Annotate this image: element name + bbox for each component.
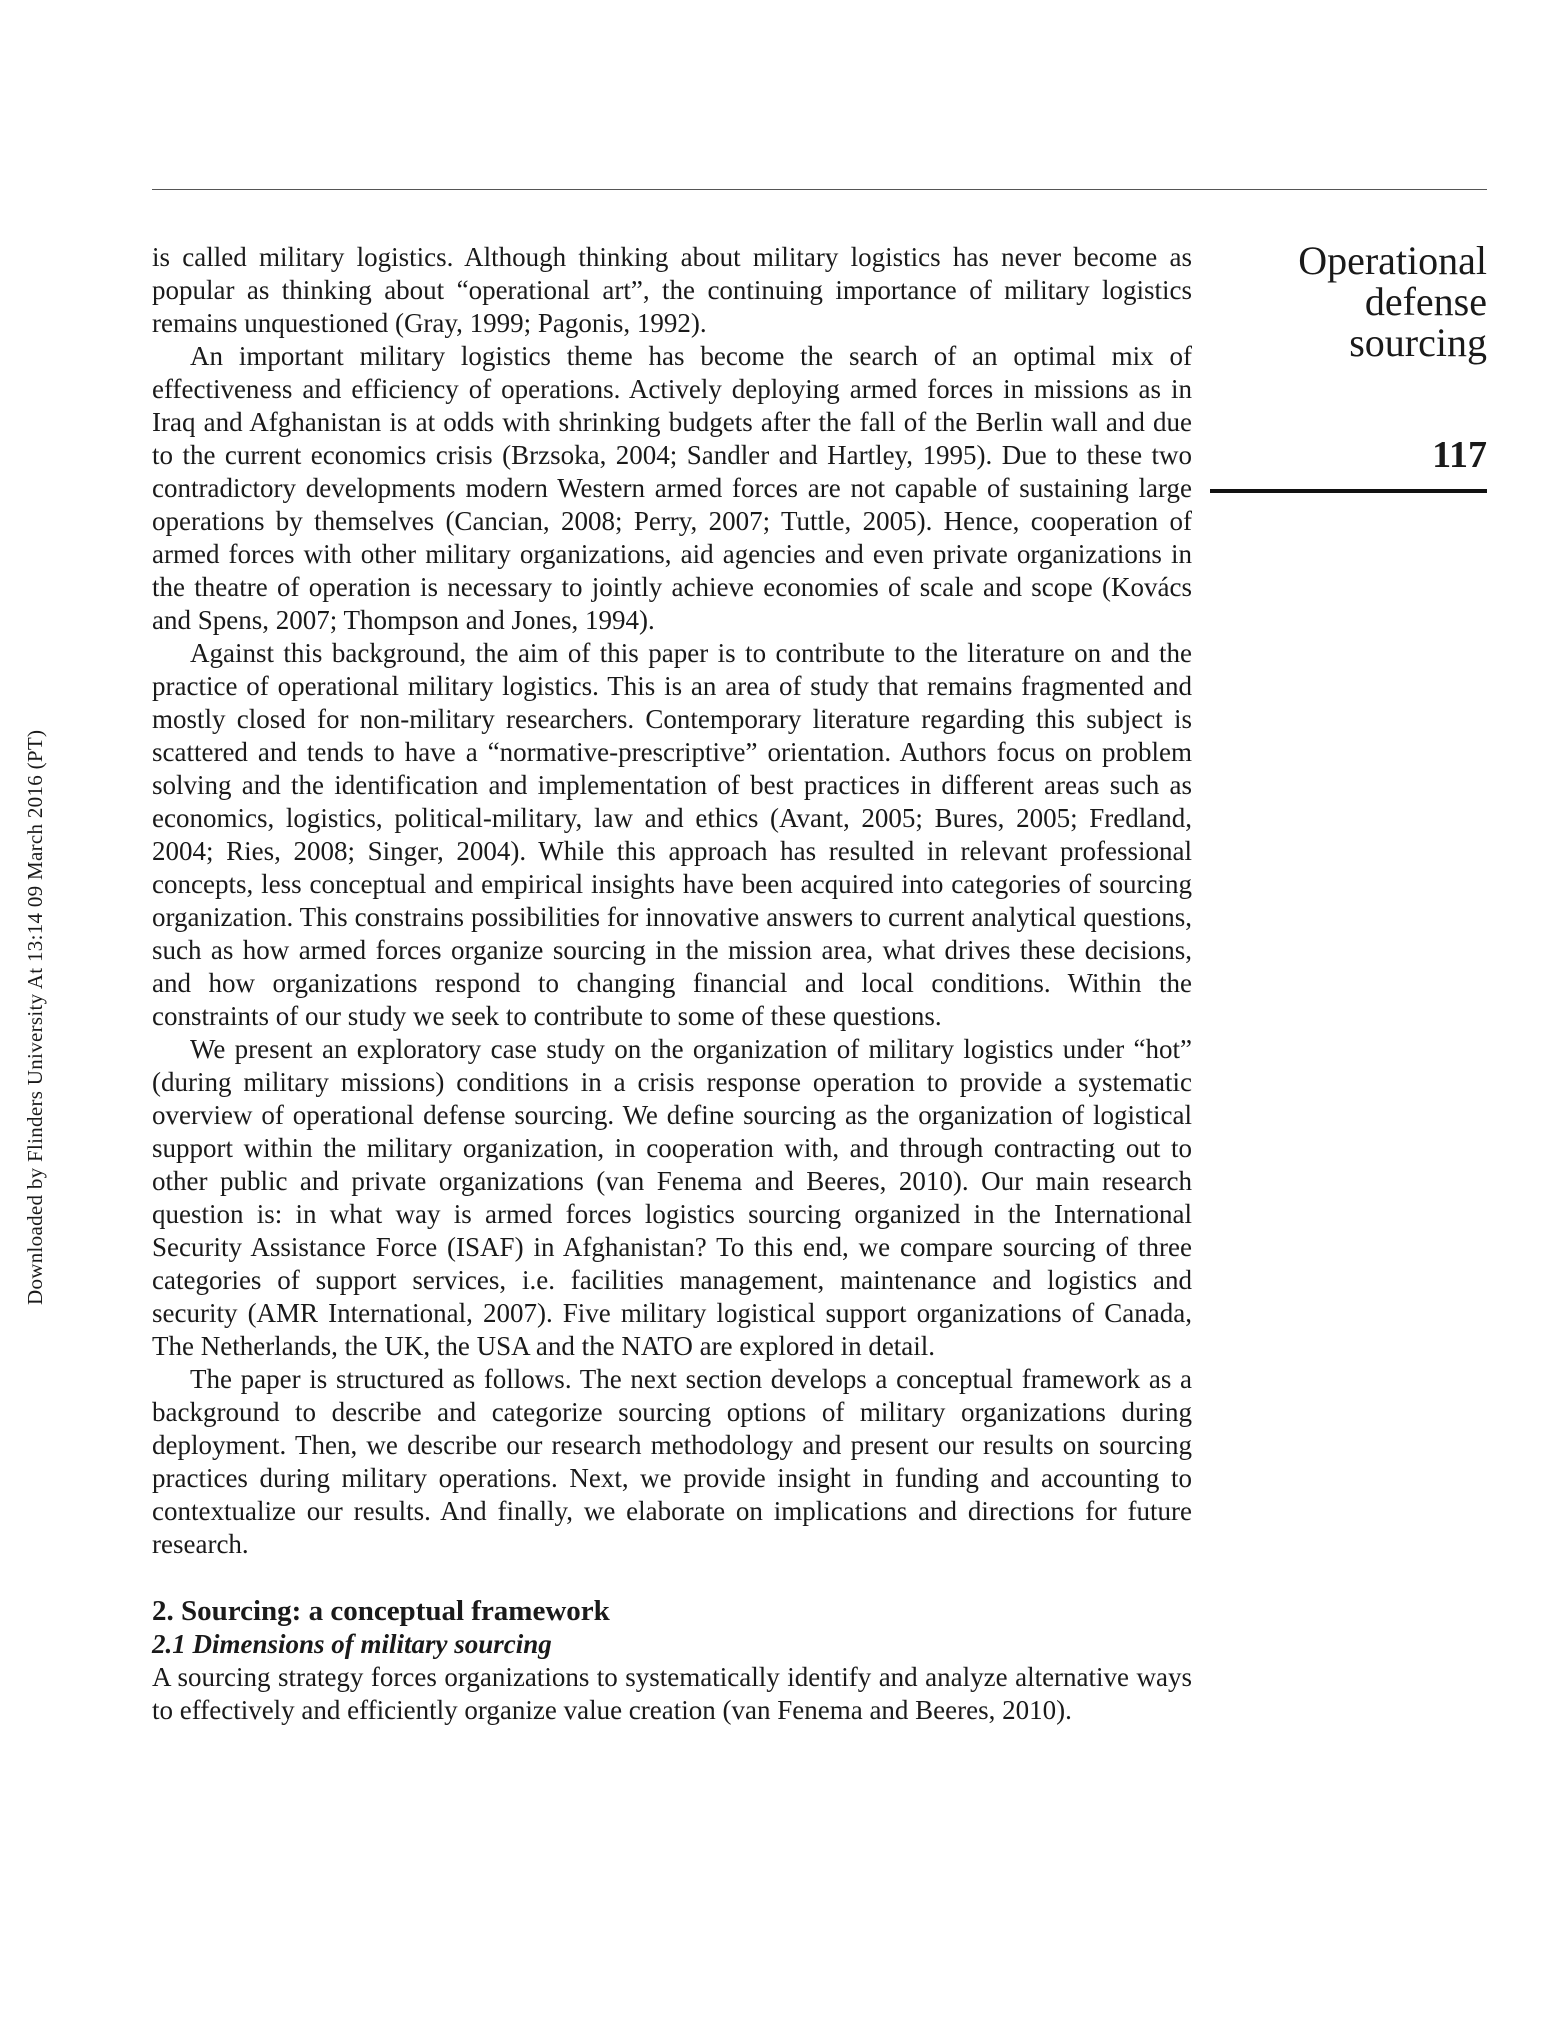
page-number-rule [1210, 489, 1487, 493]
running-head-line-1: Operational [1298, 238, 1487, 283]
running-head-line-3: sourcing [1349, 320, 1487, 365]
body-paragraph-3: Against this background, the aim of this paper is to contribute to the literature on and the practice of operational military logistics. This is an area of study that remains fragmented and mostly closed for non-military researchers. Contemporary literature regarding this subject is scattered and tends to have a “normative-prescriptive” orientation. Authors focus on problem solving and the identification and implementation of best practices in different areas such as economics, logistics, political-military, law and ethics (Avant, 2005; Bures, 2005; Fredland, 2004; Ries, 2008; Singer, 2004). While this approach has resulted in relevant professional concepts, less conceptual and empirical insights have been acquired into categories of sourcing organization. This constrains possibilities for innovative answers to current analytical questions, such as how armed forces organize sourcing in the mission area, what drives these decisions, and how organizations respond to changing financial and local conditions. Within the constraints of our study we seek to contribute to some of these questions. [152, 638, 1192, 1031]
section-paragraph: A sourcing strategy forces organizations to systematically identify and analyze alternative ways to effectively and efficiently organize value creation (van Fenema and Beeres, 2010). [152, 1662, 1192, 1725]
header-rule [152, 189, 1487, 190]
download-watermark: Downloaded by Flinders University At 13:14 09 March 2016 (PT) [23, 729, 47, 1305]
body-paragraph-5: The paper is structured as follows. The next section develops a conceptual framework as a background to describe and categorize sourcing options of military organizations during deployment. Then, we describe our research methodology and present our results on sourcing practices during military operations. Next, we provide insight in funding and accounting to contextualize our results. And finally, we elaborate on implications and directions for future research. [152, 1364, 1192, 1559]
section-heading: 2. Sourcing: a conceptual framework [152, 1595, 610, 1627]
page-number: 117 [1432, 434, 1487, 476]
body-paragraph-4: We present an exploratory case study on the organization of military logistics under “hot” (during military missions) conditions in a crisis response operation to provide a systematic overview of operational defense sourcing. We define sourcing as the organization of logistical support within the military organization, in cooperation with, and through contracting out to other public and private organizations (van Fenema and Beeres, 2010). Our main research question is: in what way is armed forces logistics sourcing organized in the International Security Assistance Force (ISAF) in Afghanistan? To this end, we compare sourcing of three categories of support services, i.e. facilities management, maintenance and logistics and security (AMR International, 2007). Five military logistical support organizations of Canada, The Netherlands, the UK, the USA and the NATO are explored in detail. [152, 1034, 1192, 1361]
body-text-column [152, 241, 1192, 1727]
subsection-heading: 2.1 Dimensions of military sourcing [152, 1629, 552, 1659]
running-head [1227, 240, 1487, 363]
running-head-line-2: defense [1364, 279, 1487, 324]
body-paragraph-2: An important military logistics theme has become the search of an optimal mix of effectiveness and efficiency of operations. Actively deploying armed forces in missions as in Iraq and Afghanistan is at odds with shrinking budgets after the fall of the Berlin wall and due to the current economics crisis (Brzsoka, 2004; Sandler and Hartley, 1995). Due to these two contradictory developments modern Western armed forces are not capable of sustaining large operations by themselves (Cancian, 2008; Perry, 2007; Tuttle, 2005). Hence, cooperation of armed forces with other military organizations, aid agencies and even private organizations in the theatre of operation is necessary to jointly achieve economies of scale and scope (Kovács and Spens, 2007; Thompson and Jones, 1994). [152, 341, 1192, 635]
body-paragraph-1: is called military logistics. Although thinking about military logistics has never become as popular as thinking about “operational art”, the continuing importance of military logistics remains unquestioned (Gray, 1999; Pagonis, 1992). [152, 242, 1192, 338]
